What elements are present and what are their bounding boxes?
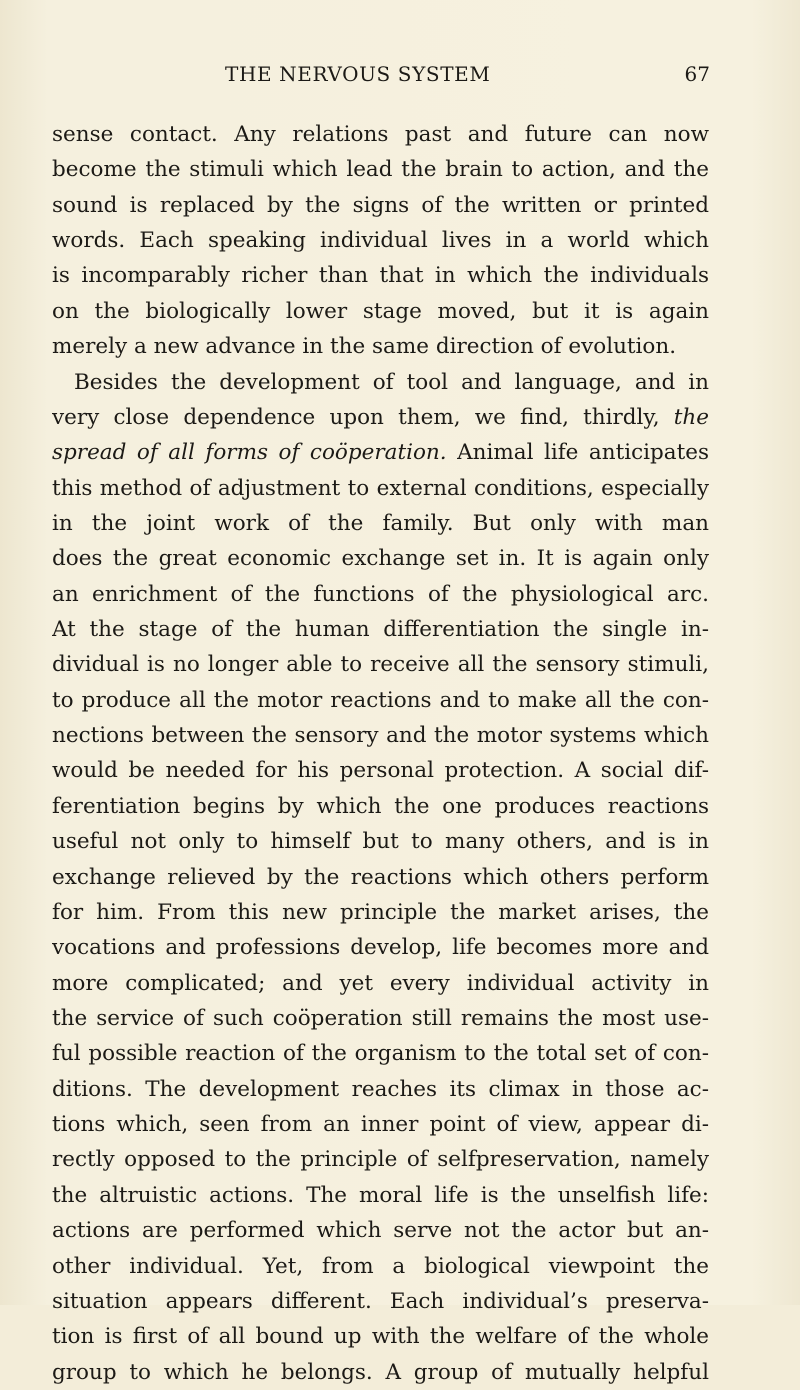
text-line: for him. From this new principle the market arises, the [52,899,709,925]
text-line: an enrichment of the functions of the physiological arc. [52,581,709,607]
text-line [52,435,709,470]
page-number: 67 [684,62,710,86]
text-line: ferentiation begins by which the one produces reactions [52,793,709,819]
text-line: sound is replaced by the signs of the written or printed [52,192,709,218]
text-line: vocations and professions develop, life becomes more and [52,935,709,961]
text-line: words. Each speaking individual lives in a world which [52,228,709,254]
text-line: rectly opposed to the principle of selfpreservation, namely [52,1147,709,1173]
text-line: actions are performed which serve not the actor but an- [52,1218,709,1244]
text-line: the altruistic actions. The moral life is the unselfish life: [52,1182,709,1208]
text-line: would be needed for his personal protection. A social dif- [52,758,709,784]
text-line: nections between the sensory and the motor systems which [52,723,709,749]
italic-phrase: the [673,404,709,430]
text-line: this method of adjustment to external conditions, especially [52,475,709,501]
text-line: become the stimuli which lead the brain to action, and the [52,157,709,183]
text-line: the service of such coöperation still remains the most use- [52,1005,709,1031]
text-line: group to which he belongs. A group of mutually helpful [52,1359,709,1385]
text-line: Besides the development of tool and language, and in [74,369,709,395]
text-line-plain: very close dependence upon them, we find, thirdly, [52,404,660,430]
text-line: is incomparably richer than that in which the individuals [52,263,709,289]
running-head: THE NERVOUS SYSTEM [225,62,491,86]
text-line: dividual is no longer able to receive all the sensory stimuli, [52,652,709,678]
text-line: tions which, seen from an inner point of view, appear di- [52,1112,709,1138]
text-line: useful not only to himself but to many others, and is in [52,829,709,855]
text-line: exchange relieved by the reactions which others perform [52,864,709,890]
text-line: on the biologically lower stage moved, but it is again [52,298,709,324]
italic-phrase: spread of all forms of coöperation. [52,440,447,466]
text-line: more complicated; and yet every individual activity in [52,970,709,996]
text-line-plain: Animal life anticipates [446,440,709,466]
page-header [225,62,710,88]
text-line: to produce all the motor reactions and to make all the con- [52,687,709,713]
text-line: does the great economic exchange set in. It is again only [52,546,709,572]
text-line: At the stage of the human differentiation the single in- [52,617,709,643]
text-line: other individual. Yet, from a biological viewpoint the [52,1253,709,1279]
text-line: sense contact. Any relations past and future can now [52,122,709,147]
text-line: in the joint work of the family. But only with man [52,510,709,536]
body-text [52,117,709,1390]
text-line [52,400,709,435]
text-line: situation appears different. Each individual’s preserva- [52,1288,709,1314]
text-line: tion is first of all bound up with the welfare of the whole [52,1324,709,1350]
text-line: merely a new advance in the same direction of evolution. [52,334,677,360]
text-line: ful possible reaction of the organism to the total set of con- [52,1041,709,1067]
text-line: ditions. The development reaches its climax in those ac- [52,1076,709,1102]
